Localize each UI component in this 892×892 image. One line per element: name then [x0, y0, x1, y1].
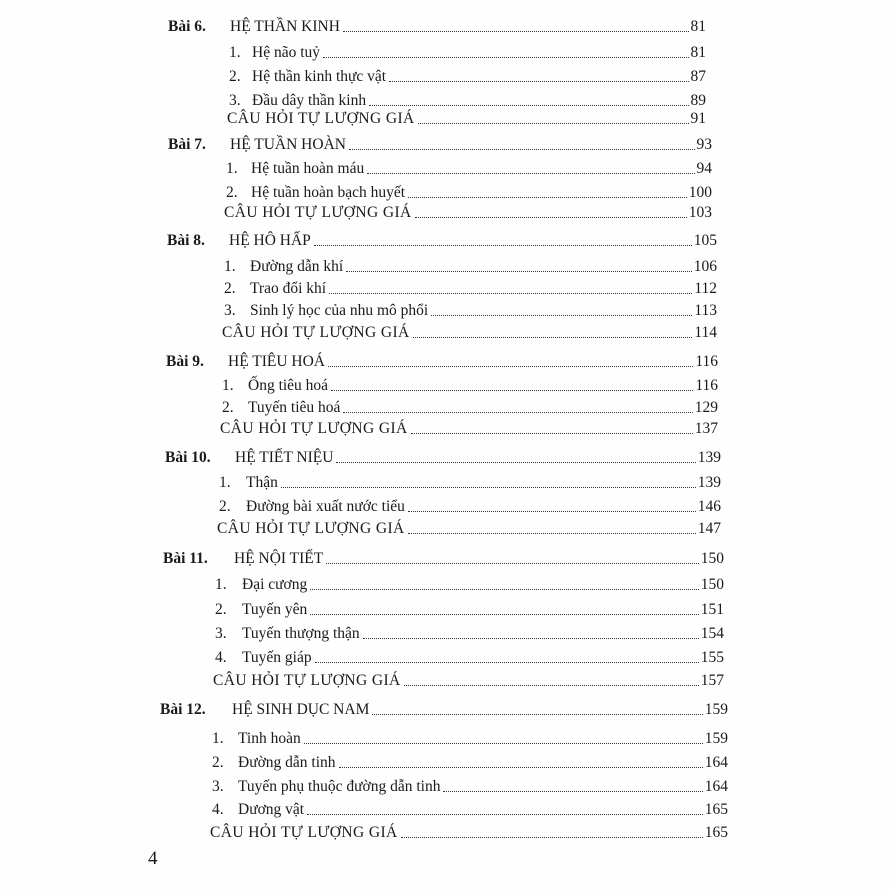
toc-row-lesson[interactable]	[168, 14, 706, 36]
toc-row-lesson[interactable]	[163, 546, 724, 568]
lesson-title: HỆ TUẦN HOÀN	[230, 136, 346, 153]
page-ref: 139	[697, 449, 721, 466]
page-ref: 151	[700, 601, 724, 618]
item-title: Đường bài xuất nước tiểu	[246, 498, 405, 515]
item-number: 4.	[212, 801, 224, 818]
dot-leader	[328, 366, 693, 367]
item-number: 2.	[219, 498, 231, 515]
dot-leader	[431, 315, 692, 316]
toc-row-lesson[interactable]	[168, 132, 712, 154]
item-title: Đầu dây thần kinh	[252, 92, 367, 109]
dot-leader	[329, 293, 692, 294]
dot-leader	[415, 217, 687, 218]
page-ref: 100	[688, 184, 712, 201]
item-number: 1.	[219, 474, 231, 491]
toc-row-review[interactable]	[227, 106, 706, 128]
dot-leader	[323, 57, 688, 58]
lesson-title: HỆ TIẾT NIỆU	[235, 449, 334, 466]
lesson-number: Bài 8.	[167, 232, 205, 249]
dot-leader	[413, 337, 693, 338]
toc-row-review[interactable]	[220, 416, 718, 438]
toc-row-item[interactable]	[219, 494, 721, 516]
item-title: Hệ não tuỷ	[252, 44, 321, 61]
item-title: Hệ tuần hoàn bạch huyết	[251, 184, 406, 201]
item-number: 1.	[212, 730, 224, 747]
page-ref: 114	[694, 324, 717, 341]
page-ref: 139	[697, 474, 721, 491]
item-title: Tuyến tiêu hoá	[248, 399, 341, 416]
dot-leader	[336, 462, 695, 463]
lesson-number: Bài 10.	[165, 449, 211, 466]
dot-leader	[343, 412, 692, 413]
page-ref: 113	[694, 302, 717, 319]
page-ref: 147	[697, 520, 721, 537]
lesson-number: Bài 9.	[166, 353, 204, 370]
review-title: CÂU HỎI TỰ LƯỢNG GIÁ	[224, 204, 412, 221]
item-title: Sinh lý học của nhu mô phổi	[250, 302, 429, 319]
dot-leader	[401, 837, 703, 838]
toc-row-item[interactable]	[212, 726, 728, 748]
lesson-title: HỆ SINH DỤC NAM	[232, 701, 370, 718]
toc-row-review[interactable]	[210, 820, 728, 842]
dot-leader	[314, 245, 692, 246]
page-ref: 150	[700, 550, 724, 567]
item-number: 2.	[222, 399, 234, 416]
page-ref: 137	[694, 420, 718, 437]
item-number: 1.	[222, 377, 234, 394]
toc-row-lesson[interactable]	[160, 697, 728, 719]
item-title: Đại cương	[242, 576, 308, 593]
page-ref: 103	[688, 204, 712, 221]
item-title: Tuyến yên	[242, 601, 308, 618]
toc-row-lesson[interactable]	[165, 445, 721, 467]
dot-leader	[343, 31, 689, 32]
toc-row-item[interactable]	[212, 774, 728, 796]
review-title: CÂU HỎI TỰ LƯỢNG GIÁ	[213, 672, 401, 689]
page-ref: 89	[690, 92, 706, 109]
review-title: CÂU HỎI TỰ LƯỢNG GIÁ	[217, 520, 405, 537]
dot-leader	[281, 487, 696, 488]
dot-leader	[389, 81, 688, 82]
page-ref: 129	[694, 399, 718, 416]
page-ref: 87	[690, 68, 706, 85]
toc-row-review[interactable]	[222, 320, 717, 342]
dot-leader	[408, 511, 696, 512]
page-ref: 154	[700, 625, 724, 642]
toc-row-item[interactable]	[224, 254, 717, 276]
item-title: Ống tiêu hoá	[248, 377, 329, 394]
dot-leader	[367, 173, 694, 174]
toc-row-item[interactable]	[215, 645, 724, 667]
page-ref: 94	[696, 160, 712, 177]
page-ref: 159	[704, 730, 728, 747]
dot-leader	[326, 563, 699, 564]
dot-leader	[315, 662, 699, 663]
dot-leader	[310, 614, 698, 615]
page-ref: 81	[690, 18, 706, 35]
toc-row-review[interactable]	[213, 668, 724, 690]
page-ref: 155	[700, 649, 724, 666]
dot-leader	[304, 743, 703, 744]
item-number: 1.	[226, 160, 238, 177]
item-number: 2.	[215, 601, 227, 618]
lesson-number: Bài 12.	[160, 701, 206, 718]
page-ref: 106	[693, 258, 717, 275]
toc-row-item[interactable]	[215, 572, 724, 594]
page-ref: 93	[696, 136, 712, 153]
lesson-number: Bài 7.	[168, 136, 206, 153]
item-number: 3.	[215, 625, 227, 642]
item-title: Tuyến giáp	[242, 649, 312, 666]
page-ref: 91	[690, 110, 706, 127]
page-ref: 116	[695, 377, 718, 394]
review-title: CÂU HỎI TỰ LƯỢNG GIÁ	[227, 110, 415, 127]
lesson-title: HỆ TIÊU HOÁ	[228, 353, 326, 370]
item-number: 2.	[229, 68, 241, 85]
dot-leader	[408, 533, 696, 534]
item-title: Thận	[246, 474, 278, 491]
toc-row-item[interactable]	[229, 40, 706, 62]
page-ref: 164	[704, 778, 728, 795]
page-ref: 159	[704, 701, 728, 718]
dot-leader	[339, 767, 703, 768]
item-title: Hệ thần kinh thực vật	[252, 68, 387, 85]
toc-row-item[interactable]	[226, 180, 712, 202]
item-number: 3.	[229, 92, 241, 109]
toc-row-item[interactable]	[226, 156, 712, 178]
toc-row-item[interactable]	[224, 276, 717, 298]
item-number: 1.	[224, 258, 236, 275]
toc-row-item[interactable]	[224, 298, 717, 320]
toc-row-review[interactable]	[217, 516, 721, 538]
dot-leader	[363, 638, 699, 639]
item-number: 2.	[212, 754, 224, 771]
dot-leader	[307, 814, 703, 815]
lesson-title: HỆ HÔ HẤP	[229, 232, 311, 249]
toc-row-review[interactable]	[224, 200, 712, 222]
page-ref: 150	[700, 576, 724, 593]
dot-leader	[372, 714, 702, 715]
toc-row-item[interactable]	[222, 373, 718, 395]
item-title: Đường dẫn tinh	[238, 754, 336, 771]
dot-leader	[443, 791, 702, 792]
toc-row-item[interactable]	[219, 470, 721, 492]
toc-row-lesson[interactable]	[166, 349, 718, 371]
dot-leader	[349, 149, 695, 150]
item-number: 3.	[212, 778, 224, 795]
item-number: 1.	[215, 576, 227, 593]
page-ref: 81	[690, 44, 706, 61]
page-ref: 164	[704, 754, 728, 771]
toc-row-item[interactable]	[212, 797, 728, 819]
dot-leader	[408, 197, 687, 198]
toc-row-item[interactable]	[212, 750, 728, 772]
dot-leader	[411, 433, 693, 434]
item-title: Đường dẫn khí	[250, 258, 344, 275]
item-title: Tuyến thượng thận	[242, 625, 360, 642]
review-title: CÂU HỎI TỰ LƯỢNG GIÁ	[220, 420, 408, 437]
item-title: Tuyến phụ thuộc đường dẫn tinh	[238, 778, 441, 795]
page-ref: 112	[694, 280, 717, 297]
page-ref: 146	[697, 498, 721, 515]
dot-leader	[404, 685, 699, 686]
lesson-title: HỆ THẦN KINH	[230, 18, 340, 35]
page-ref: 165	[704, 824, 728, 841]
toc-row-item[interactable]	[215, 597, 724, 619]
page-ref: 157	[700, 672, 724, 689]
dot-leader	[310, 589, 699, 590]
dot-leader	[418, 123, 689, 124]
dot-leader	[331, 390, 693, 391]
lesson-number: Bài 11.	[163, 550, 208, 567]
page-ref: 105	[693, 232, 717, 249]
page-number: 4	[148, 848, 158, 869]
review-title: CÂU HỎI TỰ LƯỢNG GIÁ	[222, 324, 410, 341]
toc-row-item[interactable]	[229, 64, 706, 86]
page-ref: 116	[695, 353, 718, 370]
review-title: CÂU HỎI TỰ LƯỢNG GIÁ	[210, 824, 398, 841]
page-ref: 165	[704, 801, 728, 818]
item-number: 4.	[215, 649, 227, 666]
item-title: Hệ tuần hoàn máu	[251, 160, 365, 177]
item-number: 1.	[229, 44, 241, 61]
lesson-title: HỆ NỘI TIẾT	[234, 550, 324, 567]
item-title: Tinh hoàn	[238, 730, 301, 747]
item-title: Trao đổi khí	[250, 280, 327, 297]
toc-row-item[interactable]	[215, 621, 724, 643]
lesson-number: Bài 6.	[168, 18, 206, 35]
item-number: 3.	[224, 302, 236, 319]
item-number: 2.	[226, 184, 238, 201]
toc-row-lesson[interactable]	[167, 228, 717, 250]
item-number: 2.	[224, 280, 236, 297]
toc-row-item[interactable]	[222, 395, 718, 417]
dot-leader	[346, 271, 692, 272]
item-title: Dương vật	[238, 801, 305, 818]
